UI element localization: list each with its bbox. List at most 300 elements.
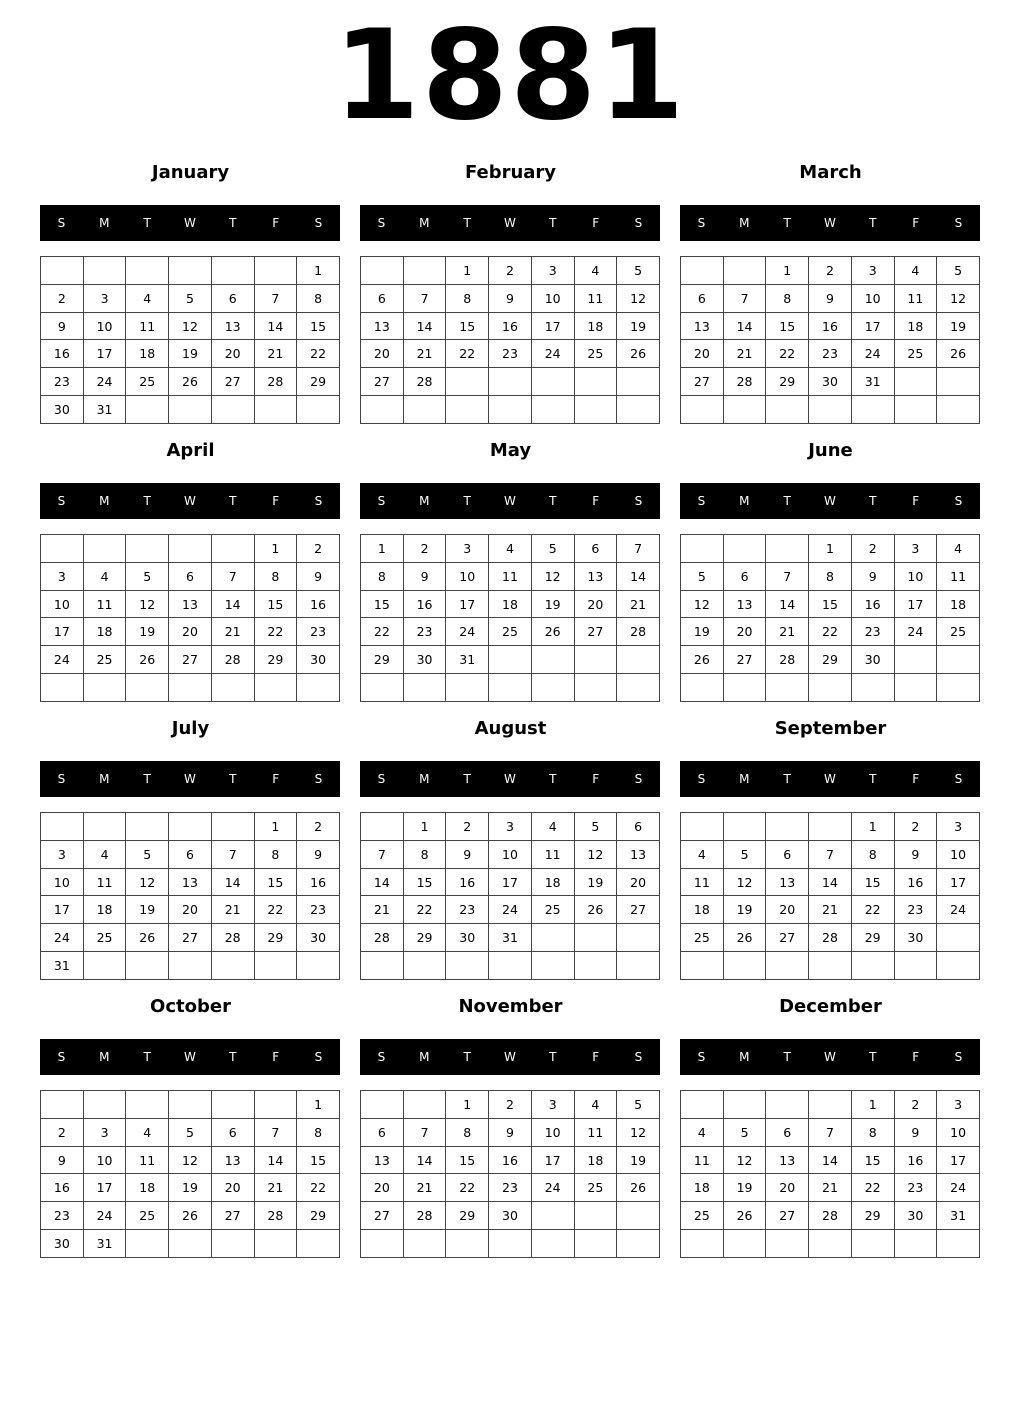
weekday-header bbox=[40, 761, 340, 797]
day-cell: 4 bbox=[681, 1118, 724, 1146]
day-cell: 16 bbox=[489, 312, 532, 340]
weekday-label: S bbox=[954, 216, 963, 230]
day-cell bbox=[531, 674, 574, 702]
day-cell: 18 bbox=[894, 312, 937, 340]
day-cell: 2 bbox=[894, 1091, 937, 1119]
day-cell: 16 bbox=[894, 1146, 937, 1174]
day-cell: 6 bbox=[169, 562, 212, 590]
day-cell: 10 bbox=[894, 562, 937, 590]
day-cell bbox=[574, 952, 617, 980]
day-cell bbox=[41, 257, 84, 285]
day-cell bbox=[937, 1230, 980, 1258]
day-cell bbox=[403, 674, 446, 702]
day-cell: 3 bbox=[41, 562, 84, 590]
weekday-label: W bbox=[504, 494, 516, 508]
day-cell: 4 bbox=[574, 1091, 617, 1119]
day-cell: 28 bbox=[617, 618, 660, 646]
weekday-label: M bbox=[99, 494, 110, 508]
week-row bbox=[41, 257, 340, 285]
day-cell: 27 bbox=[723, 646, 766, 674]
day-cell bbox=[723, 257, 766, 285]
day-cell: 4 bbox=[83, 840, 126, 868]
day-cell: 4 bbox=[894, 257, 937, 285]
month-name: January bbox=[151, 162, 230, 183]
day-cell bbox=[766, 1230, 809, 1258]
day-cell: 20 bbox=[169, 896, 212, 924]
day-cell: 3 bbox=[531, 1091, 574, 1119]
day-cell: 16 bbox=[809, 312, 852, 340]
day-cell bbox=[574, 396, 617, 424]
day-cell: 1 bbox=[254, 535, 297, 563]
week-row bbox=[41, 1230, 340, 1258]
day-cell: 15 bbox=[403, 868, 446, 896]
day-grid bbox=[680, 1090, 980, 1258]
day-cell: 15 bbox=[254, 590, 297, 618]
day-cell: 4 bbox=[126, 284, 169, 312]
day-cell: 11 bbox=[83, 590, 126, 618]
day-cell: 20 bbox=[766, 896, 809, 924]
day-cell: 20 bbox=[574, 590, 617, 618]
day-cell: 8 bbox=[297, 284, 340, 312]
weekday-label: S bbox=[314, 494, 323, 508]
day-cell: 25 bbox=[83, 646, 126, 674]
day-cell: 26 bbox=[531, 618, 574, 646]
weekday-label: T bbox=[549, 494, 557, 508]
day-cell bbox=[297, 674, 340, 702]
day-cell: 26 bbox=[723, 1202, 766, 1230]
day-cell: 21 bbox=[254, 1174, 297, 1202]
weekday-label: S bbox=[634, 216, 643, 230]
day-cell: 26 bbox=[574, 896, 617, 924]
day-cell: 19 bbox=[681, 618, 724, 646]
day-cell: 11 bbox=[574, 1118, 617, 1146]
week-row bbox=[681, 868, 980, 896]
day-cell bbox=[723, 674, 766, 702]
day-cell: 29 bbox=[361, 646, 404, 674]
day-cell: 5 bbox=[531, 535, 574, 563]
day-cell: 21 bbox=[254, 340, 297, 368]
day-cell: 10 bbox=[489, 840, 532, 868]
day-cell: 26 bbox=[617, 340, 660, 368]
day-cell: 25 bbox=[681, 1202, 724, 1230]
day-cell: 9 bbox=[41, 1146, 84, 1174]
day-cell: 1 bbox=[446, 257, 489, 285]
weekday-header bbox=[40, 483, 340, 519]
day-grid bbox=[40, 1090, 340, 1258]
week-row bbox=[41, 1118, 340, 1146]
day-cell: 21 bbox=[361, 896, 404, 924]
day-cell: 15 bbox=[766, 312, 809, 340]
week-row bbox=[681, 1230, 980, 1258]
day-cell: 8 bbox=[254, 562, 297, 590]
day-cell bbox=[41, 813, 84, 841]
day-cell: 11 bbox=[531, 840, 574, 868]
day-cell: 29 bbox=[446, 1202, 489, 1230]
day-cell: 25 bbox=[937, 618, 980, 646]
day-grid bbox=[360, 256, 660, 424]
day-cell: 13 bbox=[169, 590, 212, 618]
weekday-header bbox=[680, 1039, 980, 1075]
day-cell: 22 bbox=[766, 340, 809, 368]
day-cell: 31 bbox=[937, 1202, 980, 1230]
day-cell: 7 bbox=[211, 840, 254, 868]
day-cell: 1 bbox=[851, 1091, 894, 1119]
day-cell bbox=[169, 396, 212, 424]
day-cell bbox=[169, 257, 212, 285]
day-cell bbox=[681, 535, 724, 563]
day-cell: 6 bbox=[574, 535, 617, 563]
week-row bbox=[41, 284, 340, 312]
week-row bbox=[41, 396, 340, 424]
day-cell: 2 bbox=[809, 257, 852, 285]
day-cell: 28 bbox=[211, 924, 254, 952]
day-cell: 16 bbox=[297, 590, 340, 618]
day-cell: 26 bbox=[617, 1174, 660, 1202]
weekday-label: F bbox=[912, 494, 920, 508]
day-cell: 12 bbox=[617, 1118, 660, 1146]
day-cell: 3 bbox=[937, 813, 980, 841]
day-cell bbox=[211, 257, 254, 285]
weekday-label: T bbox=[463, 1050, 471, 1064]
day-cell: 28 bbox=[809, 924, 852, 952]
weekday-label: T bbox=[783, 772, 791, 786]
weekday-label: T bbox=[143, 216, 151, 230]
day-cell bbox=[766, 1091, 809, 1119]
day-cell: 2 bbox=[41, 1118, 84, 1146]
day-cell bbox=[126, 1230, 169, 1258]
day-cell: 13 bbox=[723, 590, 766, 618]
day-cell: 9 bbox=[403, 562, 446, 590]
week-row bbox=[681, 618, 980, 646]
year-title: 1881 bbox=[333, 4, 687, 148]
weekday-label: T bbox=[229, 1050, 237, 1064]
weekday-label: F bbox=[272, 1050, 280, 1064]
day-cell bbox=[937, 674, 980, 702]
month-name: April bbox=[166, 440, 215, 461]
day-cell bbox=[126, 1091, 169, 1119]
day-cell: 18 bbox=[574, 312, 617, 340]
day-cell: 6 bbox=[169, 840, 212, 868]
weekday-label: M bbox=[99, 216, 110, 230]
month-name: November bbox=[458, 996, 563, 1017]
day-cell: 14 bbox=[617, 562, 660, 590]
day-cell: 15 bbox=[297, 312, 340, 340]
week-row bbox=[361, 535, 660, 563]
day-cell: 21 bbox=[723, 340, 766, 368]
day-cell: 24 bbox=[489, 896, 532, 924]
week-row bbox=[41, 1174, 340, 1202]
day-cell bbox=[297, 1230, 340, 1258]
day-cell: 23 bbox=[894, 896, 937, 924]
day-cell: 16 bbox=[41, 340, 84, 368]
day-cell bbox=[574, 368, 617, 396]
day-cell: 24 bbox=[894, 618, 937, 646]
day-cell bbox=[937, 646, 980, 674]
day-cell bbox=[169, 1091, 212, 1119]
day-cell: 9 bbox=[446, 840, 489, 868]
month-name: March bbox=[799, 162, 862, 183]
day-cell: 9 bbox=[41, 312, 84, 340]
day-cell: 21 bbox=[403, 1174, 446, 1202]
week-row bbox=[41, 312, 340, 340]
day-cell bbox=[851, 396, 894, 424]
day-cell: 8 bbox=[297, 1118, 340, 1146]
day-cell bbox=[681, 1091, 724, 1119]
weekday-label: T bbox=[869, 494, 877, 508]
day-cell: 31 bbox=[489, 924, 532, 952]
day-cell: 22 bbox=[297, 1174, 340, 1202]
day-grid bbox=[360, 534, 660, 702]
day-cell: 6 bbox=[766, 1118, 809, 1146]
day-cell: 17 bbox=[531, 312, 574, 340]
day-cell: 3 bbox=[41, 840, 84, 868]
week-row bbox=[361, 813, 660, 841]
day-cell: 2 bbox=[297, 813, 340, 841]
day-cell: 29 bbox=[297, 368, 340, 396]
day-cell: 9 bbox=[489, 1118, 532, 1146]
day-cell: 16 bbox=[41, 1174, 84, 1202]
day-cell: 10 bbox=[41, 868, 84, 896]
day-cell: 3 bbox=[83, 1118, 126, 1146]
day-cell: 14 bbox=[254, 312, 297, 340]
day-cell bbox=[83, 257, 126, 285]
day-cell: 19 bbox=[937, 312, 980, 340]
day-cell: 24 bbox=[446, 618, 489, 646]
day-cell: 25 bbox=[531, 896, 574, 924]
day-cell: 23 bbox=[297, 896, 340, 924]
day-cell: 22 bbox=[809, 618, 852, 646]
day-cell: 13 bbox=[361, 1146, 404, 1174]
day-cell bbox=[894, 646, 937, 674]
day-cell bbox=[531, 396, 574, 424]
weekday-label: S bbox=[314, 216, 323, 230]
day-cell: 1 bbox=[766, 257, 809, 285]
day-cell bbox=[83, 813, 126, 841]
weekday-label: T bbox=[143, 772, 151, 786]
day-cell: 2 bbox=[489, 1091, 532, 1119]
week-row bbox=[681, 1091, 980, 1119]
week-row bbox=[361, 1091, 660, 1119]
day-cell: 9 bbox=[894, 1118, 937, 1146]
day-cell: 4 bbox=[574, 257, 617, 285]
weekday-label: T bbox=[783, 494, 791, 508]
day-cell: 9 bbox=[851, 562, 894, 590]
day-cell: 28 bbox=[361, 924, 404, 952]
weekday-header bbox=[680, 205, 980, 241]
weekday-header bbox=[40, 1039, 340, 1075]
day-grid bbox=[360, 1090, 660, 1258]
day-cell bbox=[126, 813, 169, 841]
day-cell: 31 bbox=[851, 368, 894, 396]
day-cell: 3 bbox=[937, 1091, 980, 1119]
weekday-label: F bbox=[272, 772, 280, 786]
day-cell bbox=[211, 952, 254, 980]
day-cell: 15 bbox=[297, 1146, 340, 1174]
day-cell bbox=[809, 396, 852, 424]
month-name: June bbox=[808, 440, 853, 461]
week-row bbox=[681, 840, 980, 868]
week-row bbox=[361, 1230, 660, 1258]
day-cell: 13 bbox=[617, 840, 660, 868]
day-cell: 30 bbox=[297, 924, 340, 952]
day-cell bbox=[254, 674, 297, 702]
day-cell: 24 bbox=[83, 368, 126, 396]
day-cell: 16 bbox=[489, 1146, 532, 1174]
day-cell: 5 bbox=[937, 257, 980, 285]
weekday-label: T bbox=[463, 494, 471, 508]
day-cell bbox=[126, 952, 169, 980]
weekday-label: T bbox=[869, 216, 877, 230]
day-cell bbox=[723, 952, 766, 980]
weekday-label: M bbox=[99, 772, 110, 786]
day-cell: 5 bbox=[169, 284, 212, 312]
day-cell: 23 bbox=[41, 368, 84, 396]
day-cell bbox=[254, 952, 297, 980]
day-cell: 23 bbox=[809, 340, 852, 368]
weekday-label: W bbox=[184, 1050, 196, 1064]
weekday-label: T bbox=[229, 494, 237, 508]
day-cell: 16 bbox=[446, 868, 489, 896]
week-row bbox=[681, 562, 980, 590]
day-cell: 10 bbox=[41, 590, 84, 618]
day-cell: 13 bbox=[211, 312, 254, 340]
day-cell: 19 bbox=[723, 896, 766, 924]
day-cell: 3 bbox=[83, 284, 126, 312]
weekday-label: S bbox=[57, 772, 66, 786]
day-cell: 20 bbox=[361, 340, 404, 368]
week-row bbox=[361, 257, 660, 285]
day-cell: 9 bbox=[809, 284, 852, 312]
week-row bbox=[41, 368, 340, 396]
day-cell: 2 bbox=[41, 284, 84, 312]
weekday-label: F bbox=[912, 216, 920, 230]
day-cell: 4 bbox=[681, 840, 724, 868]
day-cell: 28 bbox=[809, 1202, 852, 1230]
weekday-label: F bbox=[592, 772, 600, 786]
day-cell bbox=[617, 646, 660, 674]
day-cell: 11 bbox=[574, 284, 617, 312]
day-cell: 5 bbox=[681, 562, 724, 590]
day-cell: 5 bbox=[617, 257, 660, 285]
weekday-label: F bbox=[912, 1050, 920, 1064]
day-cell: 23 bbox=[489, 1174, 532, 1202]
week-row bbox=[41, 590, 340, 618]
day-cell: 17 bbox=[41, 618, 84, 646]
day-cell bbox=[894, 952, 937, 980]
day-cell: 5 bbox=[126, 562, 169, 590]
weekday-label: F bbox=[272, 216, 280, 230]
day-cell: 5 bbox=[574, 813, 617, 841]
day-cell: 9 bbox=[297, 562, 340, 590]
day-cell: 26 bbox=[937, 340, 980, 368]
day-cell: 5 bbox=[126, 840, 169, 868]
day-cell: 23 bbox=[403, 618, 446, 646]
week-row bbox=[361, 312, 660, 340]
day-cell: 14 bbox=[211, 868, 254, 896]
day-cell: 23 bbox=[851, 618, 894, 646]
day-cell: 24 bbox=[531, 340, 574, 368]
day-cell: 17 bbox=[446, 590, 489, 618]
weekday-label: S bbox=[377, 1050, 386, 1064]
day-cell: 17 bbox=[531, 1146, 574, 1174]
day-cell: 12 bbox=[937, 284, 980, 312]
day-cell bbox=[83, 952, 126, 980]
week-row bbox=[41, 562, 340, 590]
day-cell: 14 bbox=[254, 1146, 297, 1174]
day-cell: 18 bbox=[83, 896, 126, 924]
week-row bbox=[681, 368, 980, 396]
day-cell: 17 bbox=[83, 1174, 126, 1202]
day-cell: 19 bbox=[169, 1174, 212, 1202]
day-cell bbox=[531, 952, 574, 980]
day-cell bbox=[446, 396, 489, 424]
week-row bbox=[681, 896, 980, 924]
day-cell: 1 bbox=[297, 1091, 340, 1119]
day-cell: 7 bbox=[254, 1118, 297, 1146]
day-cell bbox=[894, 396, 937, 424]
day-cell: 19 bbox=[531, 590, 574, 618]
day-cell: 4 bbox=[126, 1118, 169, 1146]
day-cell: 1 bbox=[254, 813, 297, 841]
day-cell: 25 bbox=[574, 340, 617, 368]
weekday-header bbox=[360, 1039, 660, 1075]
day-cell: 8 bbox=[766, 284, 809, 312]
day-cell bbox=[126, 674, 169, 702]
weekday-label: T bbox=[549, 772, 557, 786]
day-cell: 6 bbox=[211, 284, 254, 312]
day-cell: 29 bbox=[254, 646, 297, 674]
day-cell bbox=[617, 952, 660, 980]
week-row bbox=[41, 840, 340, 868]
month-name: October bbox=[150, 996, 231, 1017]
day-cell: 15 bbox=[361, 590, 404, 618]
day-cell: 3 bbox=[446, 535, 489, 563]
weekday-header bbox=[680, 483, 980, 519]
day-cell: 14 bbox=[403, 312, 446, 340]
day-cell bbox=[446, 674, 489, 702]
day-grid bbox=[40, 256, 340, 424]
day-cell: 5 bbox=[723, 840, 766, 868]
week-row bbox=[361, 340, 660, 368]
day-cell: 3 bbox=[894, 535, 937, 563]
day-cell: 1 bbox=[403, 813, 446, 841]
day-cell: 2 bbox=[851, 535, 894, 563]
day-cell: 25 bbox=[681, 924, 724, 952]
day-cell bbox=[574, 1230, 617, 1258]
day-cell bbox=[41, 535, 84, 563]
day-cell: 4 bbox=[489, 535, 532, 563]
day-cell: 22 bbox=[851, 896, 894, 924]
day-cell: 19 bbox=[574, 868, 617, 896]
week-row bbox=[361, 368, 660, 396]
day-cell: 8 bbox=[851, 1118, 894, 1146]
day-cell: 9 bbox=[894, 840, 937, 868]
day-cell: 9 bbox=[489, 284, 532, 312]
week-row bbox=[361, 868, 660, 896]
day-cell: 3 bbox=[531, 257, 574, 285]
day-cell: 19 bbox=[617, 1146, 660, 1174]
day-cell: 10 bbox=[531, 284, 574, 312]
month-name: July bbox=[171, 718, 210, 739]
day-cell bbox=[211, 535, 254, 563]
week-row bbox=[41, 1146, 340, 1174]
day-cell bbox=[211, 396, 254, 424]
day-cell bbox=[403, 1230, 446, 1258]
week-row bbox=[681, 1174, 980, 1202]
weekday-label: T bbox=[869, 1050, 877, 1064]
weekday-label: T bbox=[143, 1050, 151, 1064]
weekday-label: F bbox=[912, 772, 920, 786]
